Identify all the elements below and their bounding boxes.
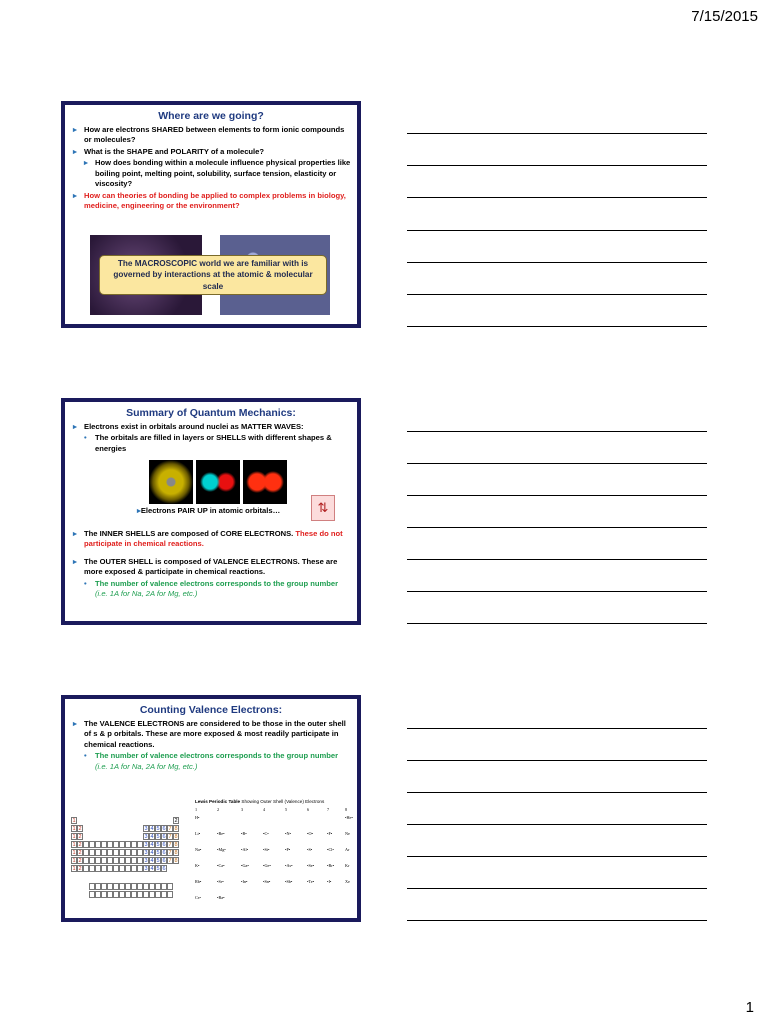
lewis-symbol: •C• (263, 831, 269, 836)
periodic-cell: 2 (78, 834, 82, 840)
lewis-symbol: Ne (345, 831, 350, 836)
lewis-symbol: •Sb• (285, 879, 293, 884)
lewis-symbol: •In• (241, 879, 248, 884)
lewis-symbol: •Si• (263, 847, 270, 852)
bullet: ▸ What is the SHAPE and POLARITY of a molecule? (73, 147, 351, 157)
periodic-cell: 3 (144, 850, 148, 856)
lewis-symbol: •Cl• (327, 847, 334, 852)
sub-bullet: • The number of valence electrons corresponds to the group number (i.e. 1A for Na, 2A for Mg, etc.) (84, 579, 351, 600)
slide-3-title: Counting Valence Electrons: (139, 704, 283, 716)
lewis-symbol: •S• (307, 847, 313, 852)
sub-bullet: ▸ How does bonding within a molecule influence physical properties like boiling point, melting point, solubility, surface tension, elasticity or viscosity? (84, 158, 351, 189)
bullet: ▸ Electrons exist in orbitals around nuclei as MATTER WAVES: (73, 422, 351, 432)
p-orbital-image (196, 460, 240, 504)
periodic-cell: 6 (162, 826, 166, 832)
lewis-group-label: 7 (327, 807, 330, 812)
bullet: ▸ How can theories of bonding be applied to complex problems in biology, medicine, engineering or the environment? (73, 191, 351, 212)
periodic-cell: 4 (150, 842, 154, 848)
periodic-cell: 5 (156, 858, 160, 864)
lewis-symbol: •F• (327, 831, 333, 836)
periodic-cell: 2 (78, 858, 82, 864)
slide-2 (61, 398, 361, 625)
slide-1 (61, 101, 361, 328)
lewis-symbol: Xe (345, 879, 350, 884)
lewis-symbol: Kr (345, 863, 350, 868)
lewis-symbol: •Mg• (217, 847, 226, 852)
lewis-symbol: •Se• (307, 863, 315, 868)
lewis-group-label: 1 (195, 807, 198, 812)
sub-bullet: • The orbitals are filled in layers or SHELLS with different shapes & energies (84, 433, 351, 454)
bullet: ▸ The VALENCE ELECTRONS are considered to be those in the outer shell of s & p orbitals. These are more exposed & most readily participate in chemical reactions. (73, 719, 351, 750)
lewis-group-label: 3 (241, 807, 244, 812)
periodic-cell: 4 (150, 834, 154, 840)
bullet: ▸ How are electrons SHARED between elements to form ionic compounds or molecules? (73, 125, 351, 146)
periodic-cell: 4 (150, 866, 154, 872)
periodic-cell: 4 (150, 858, 154, 864)
lewis-symbol: •Ga• (241, 863, 249, 868)
periodic-cell: 3 (144, 866, 148, 872)
lewis-symbol: •B• (241, 831, 247, 836)
periodic-cell: 5 (156, 842, 160, 848)
lewis-group-label: 5 (285, 807, 288, 812)
lewis-symbol: •I• (327, 879, 332, 884)
lewis-symbol: •Sn• (263, 879, 271, 884)
lewis-symbol: Cs• (195, 895, 201, 900)
periodic-cell: 3 (144, 826, 148, 832)
lewis-symbol: •Ca• (217, 863, 225, 868)
periodic-cell: 7 (168, 858, 172, 864)
lewis-symbol: •He• (345, 815, 353, 820)
periodic-cell: 8 (174, 842, 178, 848)
lewis-symbol: Na• (195, 847, 202, 852)
lewis-group-label: 2 (217, 807, 220, 812)
periodic-cell: 5 (156, 866, 160, 872)
lewis-symbol: K• (195, 863, 200, 868)
periodic-cell: 2 (78, 850, 82, 856)
periodic-cell: 2 (78, 826, 82, 832)
s-orbital-image (149, 460, 193, 504)
bullet: ▸ The OUTER SHELL is composed of VALENCE ELECTRONS. These are more exposed & participate in chemical reactions. (73, 557, 351, 578)
periodic-cell: 5 (156, 834, 160, 840)
periodic-cell: 1 (72, 834, 76, 840)
periodic-cell: 1 (72, 818, 76, 824)
periodic-cell: 4 (150, 826, 154, 832)
lewis-symbol: Ar (345, 847, 350, 852)
periodic-cell: 2 (78, 866, 82, 872)
periodic-cell: 6 (162, 850, 166, 856)
lewis-symbol: •N• (285, 831, 291, 836)
p-orbital-image-2 (243, 460, 287, 504)
lewis-symbol: •As• (285, 863, 293, 868)
periodic-cell: 1 (72, 826, 76, 832)
lewis-symbol: •Ba• (217, 895, 225, 900)
periodic-cell: 6 (162, 842, 166, 848)
periodic-cell: 5 (156, 850, 160, 856)
lewis-table-title: Lewis Periodic Table Showing Outer Shell (Valence) Electrons (195, 799, 325, 804)
lewis-symbol: •Te• (307, 879, 315, 884)
lewis-symbol: •P• (285, 847, 291, 852)
slide-2-title: Summary of Quantum Mechanics: (126, 407, 296, 419)
periodic-cell: 8 (174, 834, 178, 840)
lewis-symbol: Rb• (195, 879, 202, 884)
lewis-symbol: •Be• (217, 831, 225, 836)
lewis-group-label: 4 (263, 807, 266, 812)
periodic-cell: 7 (168, 850, 172, 856)
periodic-cell (167, 883, 173, 890)
slide-1-title: Where are we going? (158, 110, 264, 122)
lewis-symbol: •Ge• (263, 863, 271, 868)
periodic-cell: 8 (174, 850, 178, 856)
periodic-cell: 2 (174, 818, 178, 824)
periodic-cell: 7 (168, 834, 172, 840)
callout-box: The MACROSCOPIC world we are familiar with is governed by interactions at the atomic & molecular scale (99, 255, 327, 295)
periodic-cell: 1 (72, 866, 76, 872)
periodic-cell: 8 (174, 858, 178, 864)
periodic-cell: 7 (168, 826, 172, 832)
periodic-cell: 6 (162, 834, 166, 840)
lewis-symbol: •Sr• (217, 879, 224, 884)
periodic-cell: 8 (174, 826, 178, 832)
page-date: 7/15/2015 (691, 8, 758, 25)
lewis-symbol: H• (195, 815, 200, 820)
periodic-table-image (71, 817, 191, 917)
lewis-periodic-table (195, 799, 353, 909)
periodic-cell: 2 (78, 842, 82, 848)
periodic-cell: 7 (168, 842, 172, 848)
bullet: ▸ The INNER SHELLS are composed of CORE ELECTRONS. These do not participate in chemical reactions. (73, 529, 351, 550)
periodic-cell: 4 (150, 850, 154, 856)
periodic-cell (167, 891, 173, 898)
sub-bullet: • The number of valence electrons corresponds to the group number (i.e. 1A for Na, 2A for Mg, etc.) (84, 751, 351, 772)
lewis-symbol: •O• (307, 831, 313, 836)
periodic-cell: 3 (144, 842, 148, 848)
periodic-cell: 5 (156, 826, 160, 832)
lewis-group-label: 6 (307, 807, 310, 812)
electron-pair-icon: ⇅ (311, 495, 335, 521)
slide-3 (61, 695, 361, 922)
lewis-symbol: Li• (195, 831, 201, 836)
periodic-cell: 6 (162, 866, 166, 872)
page-number: 1 (745, 999, 754, 1016)
lewis-symbol: •Br• (327, 863, 335, 868)
periodic-cell: 1 (72, 850, 76, 856)
lewis-symbol: •Al• (241, 847, 249, 852)
pair-bullet: ▸ Electrons PAIR UP in atomic orbitals… (137, 506, 280, 515)
lewis-group-label: 8 (345, 807, 348, 812)
periodic-cell: 3 (144, 858, 148, 864)
periodic-cell: 1 (72, 842, 76, 848)
periodic-cell: 6 (162, 858, 166, 864)
periodic-cell: 1 (72, 858, 76, 864)
periodic-cell: 3 (144, 834, 148, 840)
